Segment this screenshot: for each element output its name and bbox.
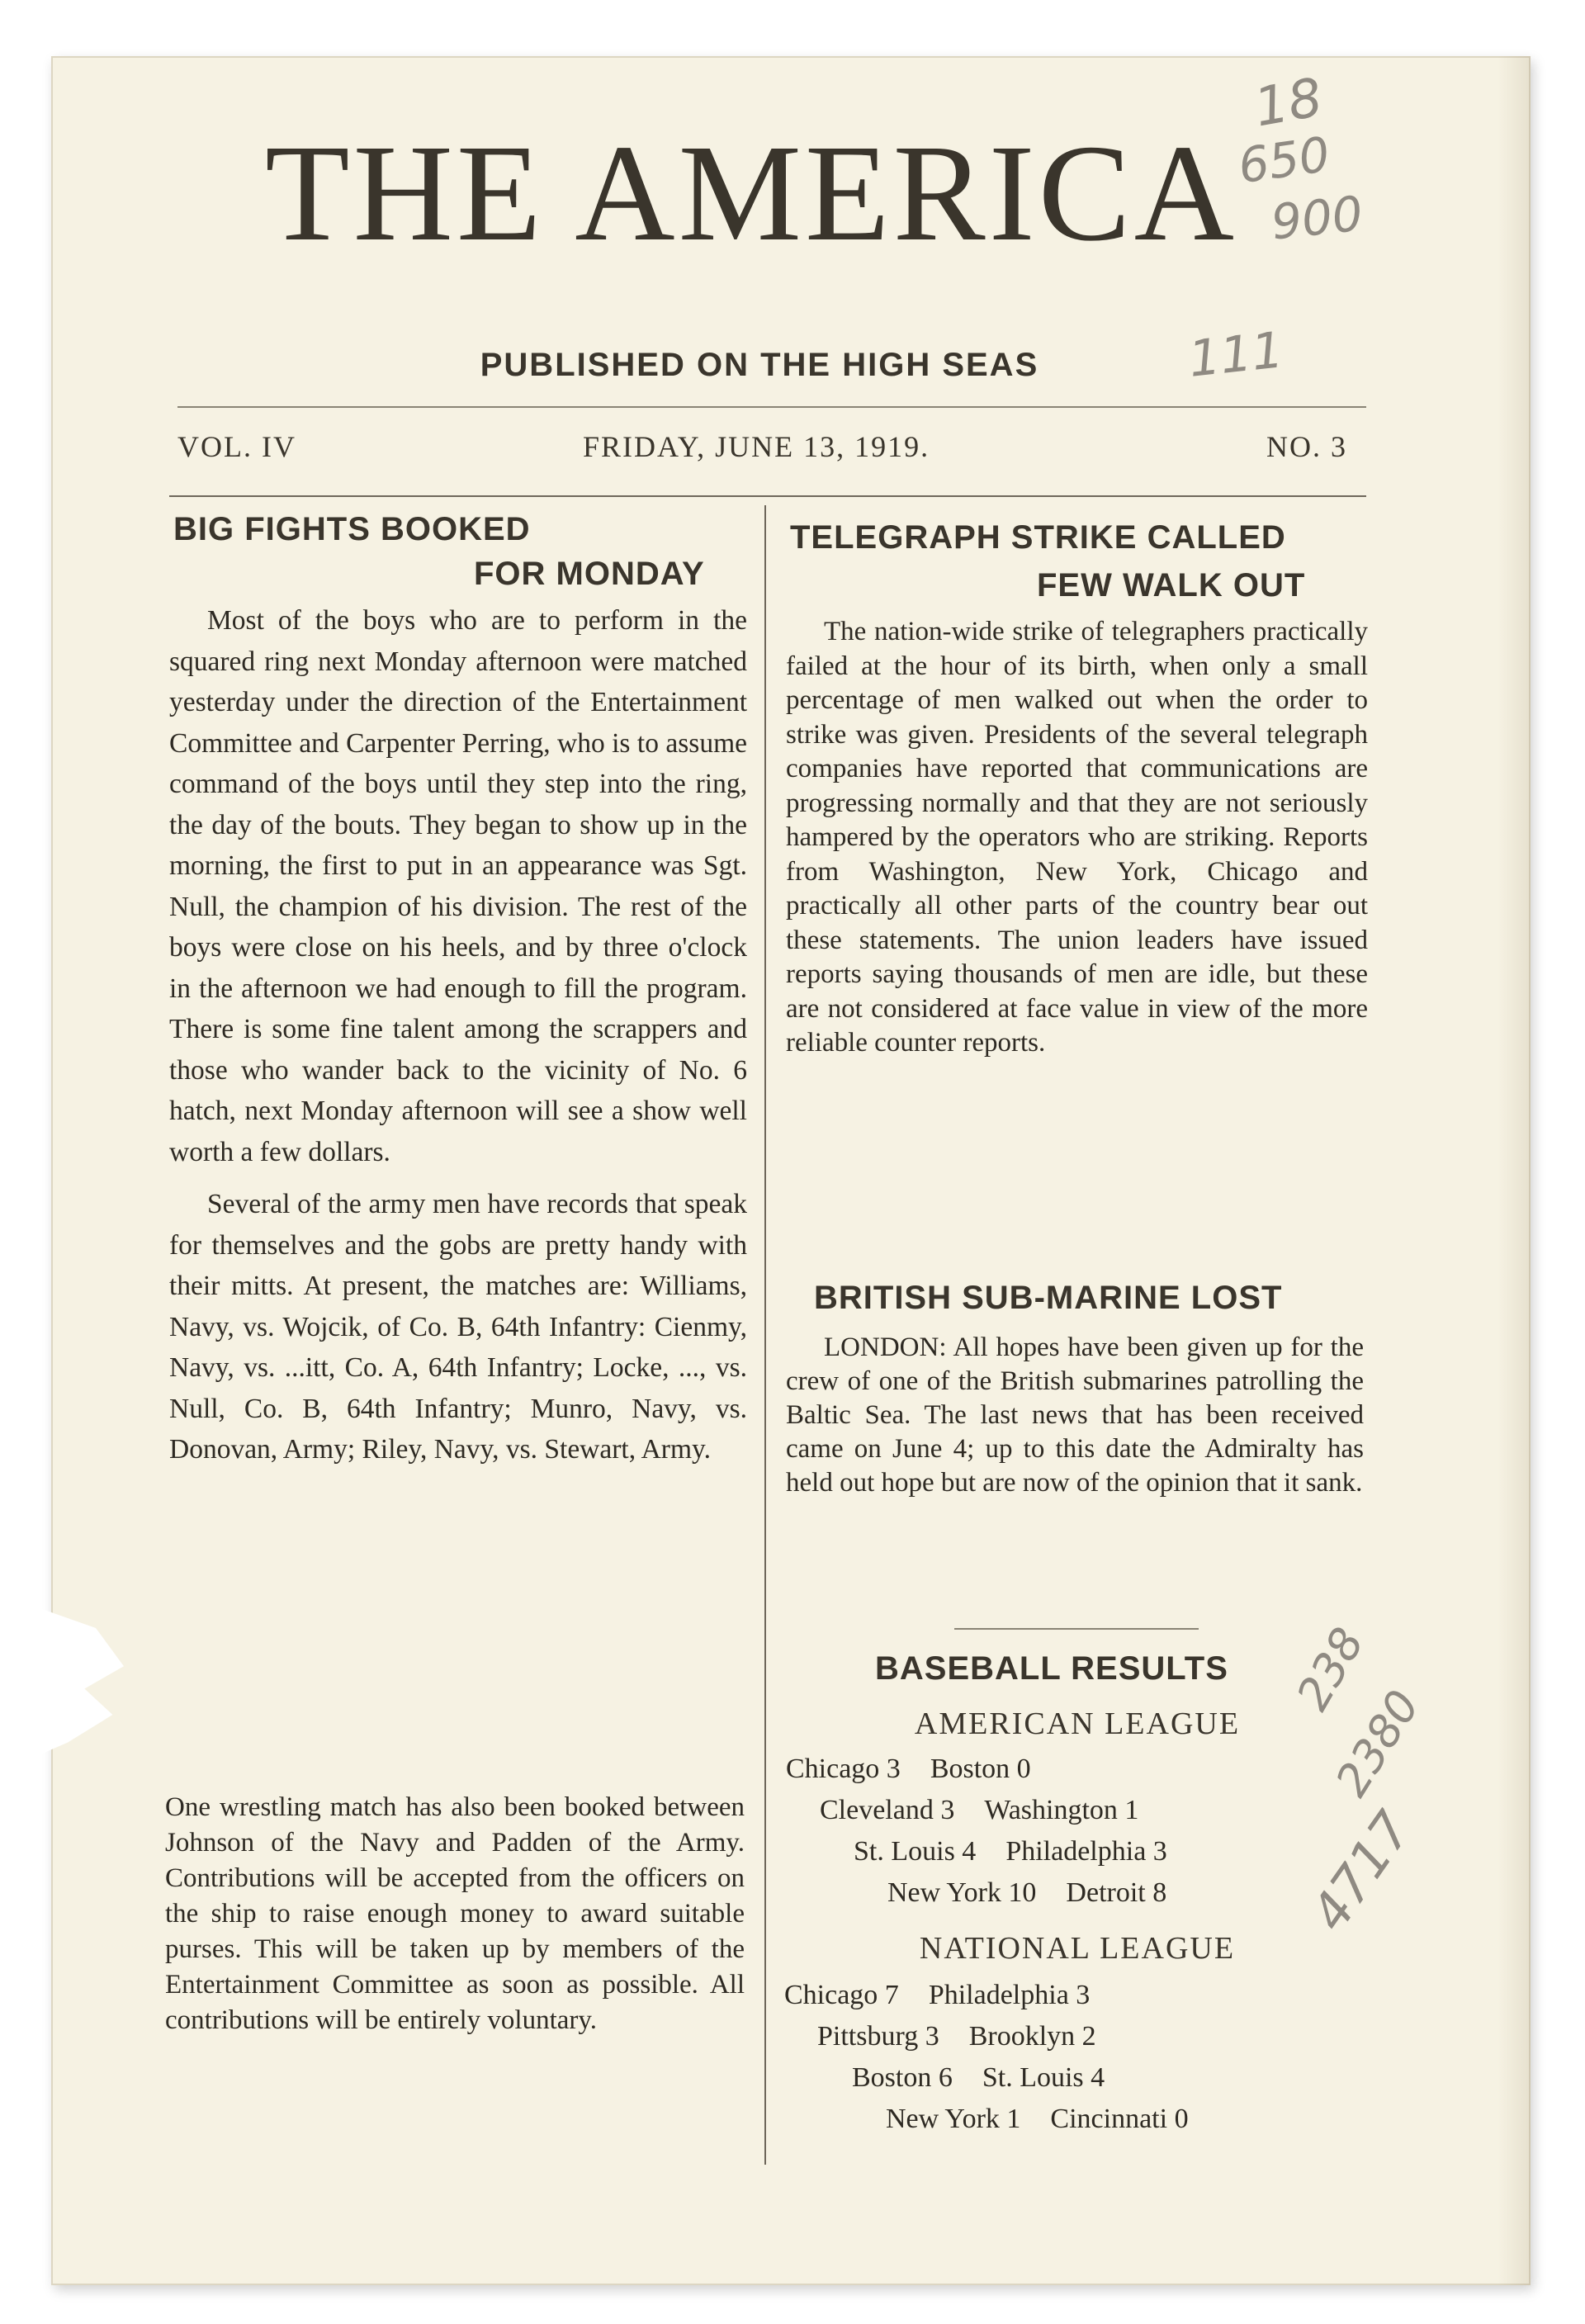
- telegraph-headline-line2: FEW WALK OUT: [1037, 567, 1306, 603]
- score-team2: Washington 1: [984, 1795, 1139, 1825]
- score-team1: Chicago 7: [784, 1980, 899, 2010]
- masthead-rule-top: [177, 406, 1366, 408]
- baseball-divider: [954, 1628, 1199, 1630]
- telegraph-paragraph-1: The nation-wide strike of telegraphers practically failed at the hour of its birth, when only a small percentage of men walked out when the order to strike was given. Presidents of the several telegraph companies have reported that communications are progressing normally and that they are not seriously hampered by the operators who are striking. Reports from Washington, New York, Chicago and practically all other parts of the country bear out these statements. The union leaders have issued reports saying thousands of men are idle, but these are not considered at face value in view of the more reliable counter reports.: [786, 617, 1368, 1058]
- fights-paragraph-2: Several of the army men have records that speak for themselves and the gobs are pretty handy with their mitts. At present, the matches are: Williams, Navy, vs. Wojcik, of Co. B, 64th Infantry: Cienmy, Navy, vs. ...itt, Co. A, 64th Infantry; Locke, ..., vs. Null, Co. B, 64th Infantry; Munro, Navy, vs. Donovan, Army; Riley, Navy, vs. Stewart, Army.: [169, 1189, 747, 1465]
- score-team2: Philadelphia 3: [1005, 1836, 1167, 1867]
- paper-edge-shadow: [1497, 56, 1531, 2285]
- score-row: [886, 2104, 1218, 2135]
- issue-date: FRIDAY, JUNE 13, 1919.: [583, 430, 930, 463]
- american-league-label: AMERICAN LEAGUE: [914, 1706, 1241, 1741]
- score-row: [817, 2021, 1126, 2052]
- score-row: [784, 1980, 1119, 2011]
- score-row: [852, 2062, 1134, 2094]
- score-row: [820, 1795, 1168, 1826]
- score-team1: St. Louis 4: [854, 1836, 977, 1867]
- pencil-note: 111: [1185, 321, 1286, 389]
- submarine-body: [786, 1331, 1364, 1500]
- telegraph-headline-line1: TELEGRAPH STRIKE CALLED: [790, 519, 1286, 556]
- score-team2: Detroit 8: [1066, 1877, 1167, 1908]
- pencil-note: 2380: [1325, 1681, 1430, 1806]
- score-team2: St. Louis 4: [982, 2062, 1105, 2093]
- national-league-label: NATIONAL LEAGUE: [919, 1931, 1236, 1966]
- pencil-note: 238: [1286, 1619, 1374, 1719]
- score-row: [854, 1836, 1197, 1867]
- pencil-note: 18: [1250, 67, 1327, 140]
- masthead-tagline: PUBLISHED ON THE HIGH SEAS: [480, 347, 1039, 383]
- score-team2: Boston 0: [930, 1754, 1031, 1784]
- masthead-title: THE AMERICA: [265, 116, 1237, 270]
- score-team2: Brooklyn 2: [968, 2021, 1096, 2052]
- pencil-note: 650: [1234, 125, 1333, 195]
- issue-number: NO. 3: [1266, 430, 1347, 463]
- score-row: [786, 1754, 1061, 1785]
- score-team1: Cleveland 3: [820, 1795, 955, 1825]
- fights-body-part1: [169, 600, 747, 1470]
- score-row: [887, 1877, 1196, 1909]
- fights-headline-line1: BIG FIGHTS BOOKED: [173, 511, 531, 547]
- pencil-note: 900: [1268, 185, 1365, 251]
- telegraph-body: [786, 615, 1368, 1061]
- masthead-rule-bottom: [169, 495, 1366, 497]
- submarine-headline: BRITISH SUB-MARINE LOST: [814, 1280, 1283, 1316]
- volume-label: VOL. IV: [177, 430, 296, 463]
- column-divider: [764, 505, 766, 2165]
- fights-paragraph-1: Most of the boys who are to perform in the squared ring next Monday afternoon were matched yesterday under the direction of the Entertainment Committee and Carpenter Perring, who is to assume command of the boys until they step into the ring, the day of the bouts. They began to show up in the morning, the first to put in an appearance was Sgt. Null, the champion of his division. The rest of the boys were close on his heels, and by three o'clock in the afternoon we had enough to fill the program. There is some fine talent among the scrappers and those who wander back to the vicinity of No. 6 hatch, next Monday afternoon will see a show well worth a few dollars.: [169, 605, 747, 1167]
- score-team1: Boston 6: [852, 2062, 953, 2093]
- fights-headline-line2: FOR MONDAY: [474, 556, 705, 592]
- fights-body-part2: [165, 1790, 745, 2038]
- score-team1: Chicago 3: [786, 1754, 901, 1784]
- score-team1: New York 10: [887, 1877, 1037, 1908]
- score-team2: Cincinnati 0: [1050, 2104, 1189, 2134]
- score-team1: Pittsburg 3: [817, 2021, 939, 2052]
- score-team1: New York 1: [886, 2104, 1021, 2134]
- pencil-note: 4717: [1299, 1800, 1424, 1943]
- baseball-headline: BASEBALL RESULTS: [875, 1650, 1228, 1687]
- submarine-paragraph-1: LONDON: All hopes have been given up for the crew of one of the British submarines patrolling the Baltic Sea. The last news that has been received came on June 4; up to this date the Admiralty has held out hope but are now of the opinion that it sank.: [786, 1332, 1364, 1498]
- score-team2: Philadelphia 3: [928, 1980, 1091, 2010]
- fights-paragraph-3: One wrestling match has also been booked between Johnson of the Navy and Padden of the Army. Contributions will be accepted from the officers on the ship to raise enough money to award suitable purses. This will be taken up by members of the Entertainment Committee as soon as possible. All contributions will be entirely voluntary.: [165, 1792, 745, 2035]
